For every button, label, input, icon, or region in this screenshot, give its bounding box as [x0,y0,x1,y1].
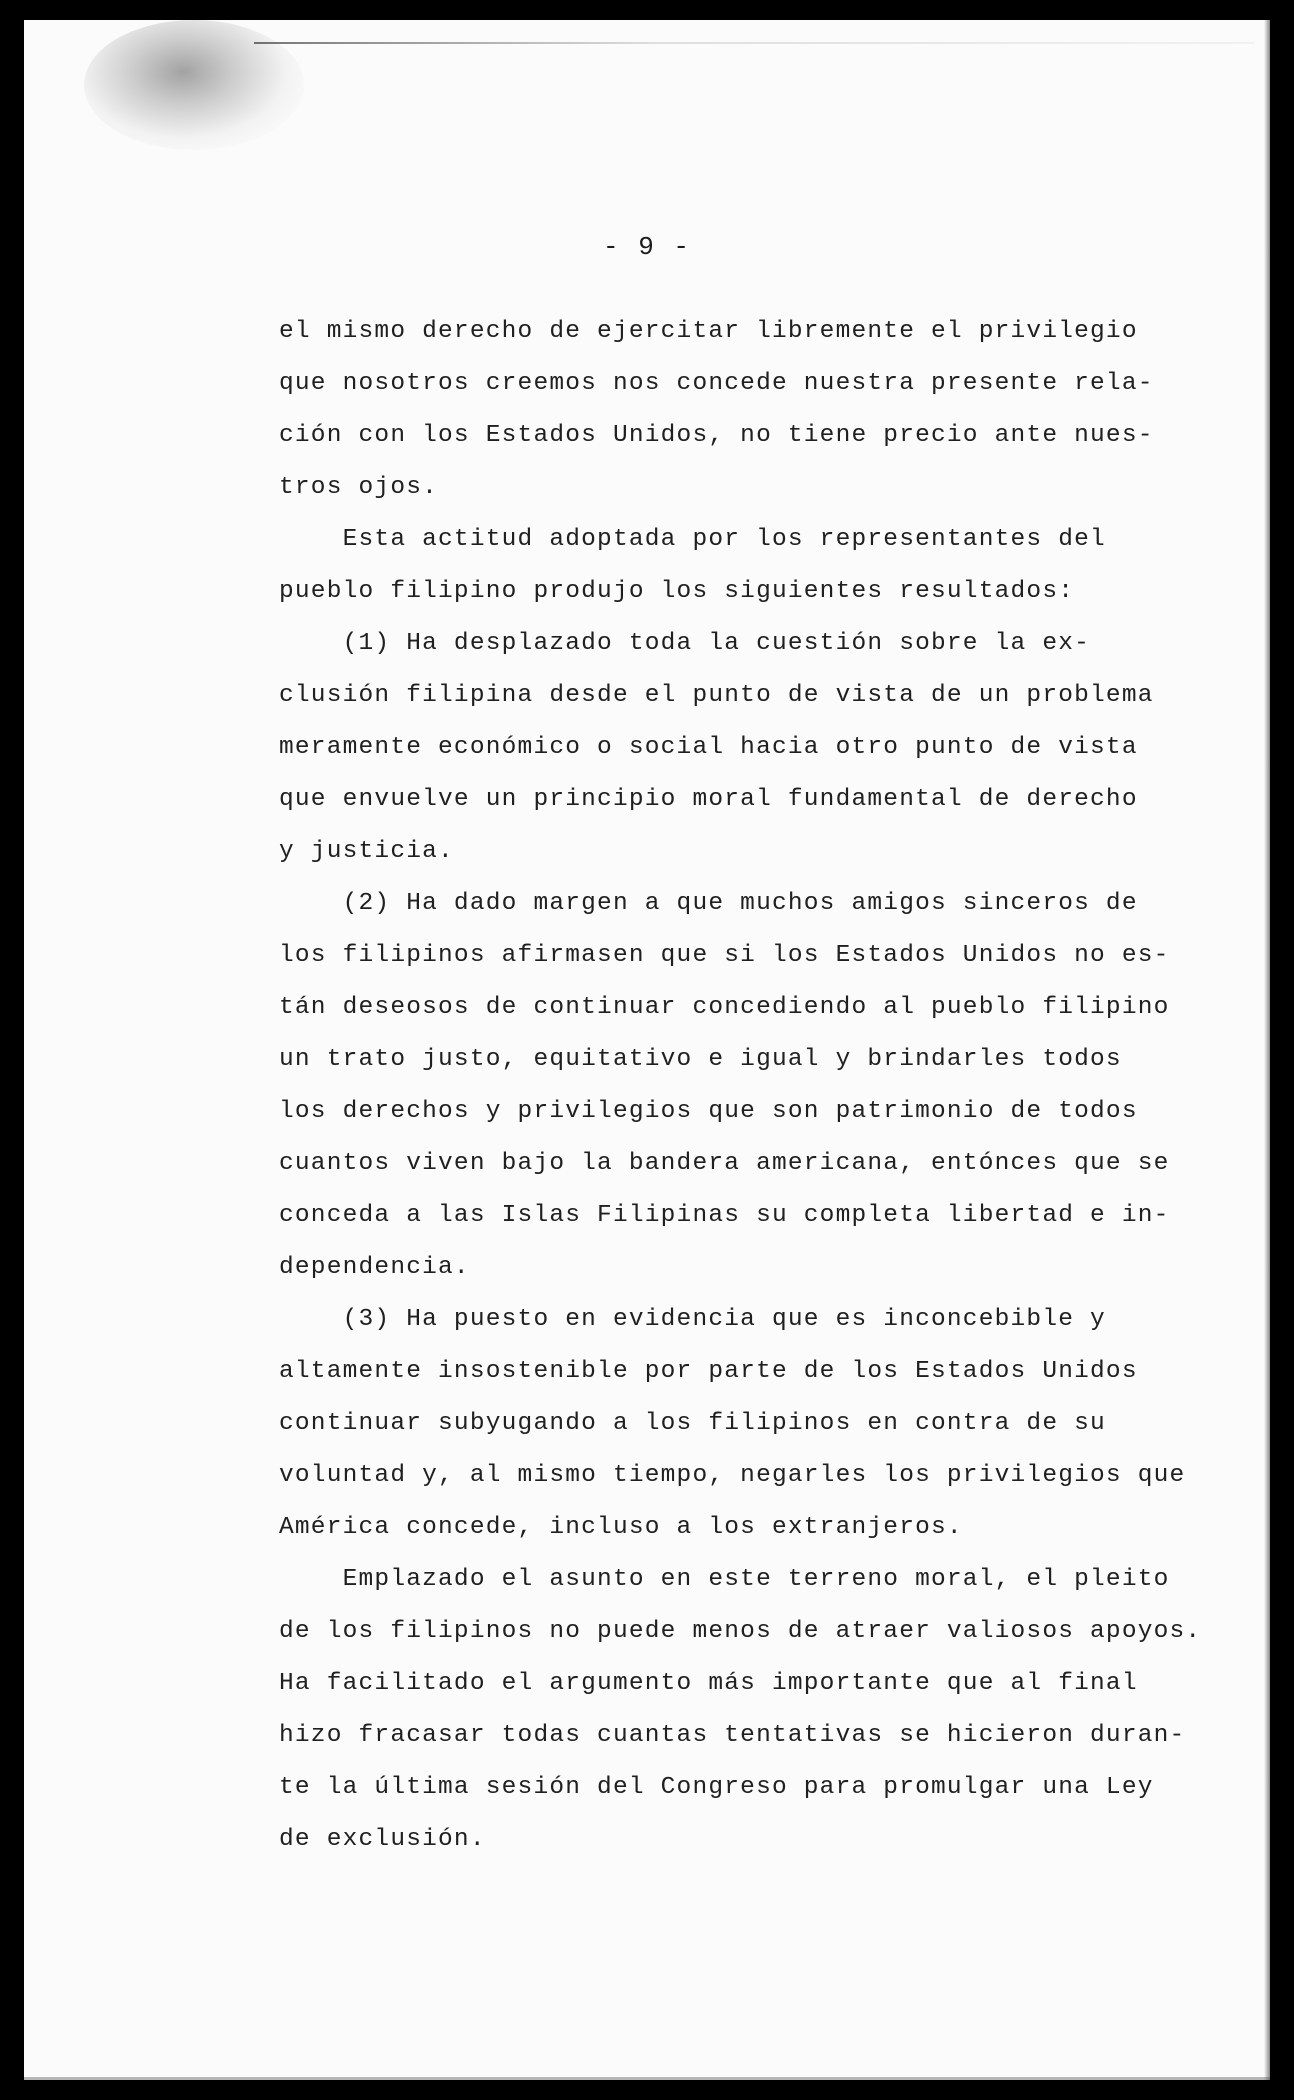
text-line: que envuelve un principio moral fundamental de derecho [279,786,1138,813]
paragraph [279,306,1179,514]
text-line: clusión filipina desde el punto de vista de un problema [279,682,1154,709]
text-line: los filipinos afirmasen que si los Estados Unidos no es- [279,942,1170,969]
paragraph [279,514,1179,618]
text-line: altamente insostenible por parte de los Estados Unidos [279,1358,1138,1385]
scan-bottom-edge [24,2077,1270,2080]
text-line: Ha facilitado el argumento más importante que al final [279,1670,1138,1697]
text-line: cuantos viven bajo la bandera americana, entónces que se [279,1150,1170,1177]
text-line: los derechos y privilegios que son patrimonio de todos [279,1098,1138,1125]
document-body [279,306,1202,1866]
text-line: meramente económico o social hacia otro punto de vista [279,734,1138,761]
text-line: de los filipinos no puede menos de atraer valiosos apoyos. [279,1618,1202,1645]
text-line: hizo fracasar todas cuantas tentativas se hicieron duran- [279,1722,1186,1749]
text-line: Emplazado el asunto en este terreno moral, el pleito [279,1566,1170,1593]
text-line: (1) Ha desplazado toda la cuestión sobre la ex- [279,630,1091,657]
text-line: dependencia. [279,1254,470,1281]
document-page [24,20,1270,2080]
scan-top-edge [254,42,1254,44]
text-line: el mismo derecho de ejercitar libremente el privilegio [279,318,1138,345]
text-line: (2) Ha dado margen a que muchos amigos sinceros de [279,890,1138,917]
scan-right-edge [1264,20,1270,2080]
text-line: ción con los Estados Unidos, no tiene precio ante nues- [279,422,1154,449]
text-line: Esta actitud adoptada por los representantes del [279,526,1106,553]
text-line: de exclusión. [279,1826,486,1853]
text-line: y justicia. [279,838,454,865]
text-line: que nosotros creemos nos concede nuestra presente rela- [279,370,1154,397]
text-line: voluntad y, al mismo tiempo, negarles los privilegios que [279,1462,1186,1489]
page-number: - 9 - [602,232,691,262]
text-line: conceda a las Islas Filipinas su completa libertad e in- [279,1202,1170,1229]
text-line: continuar subyugando a los filipinos en contra de su [279,1410,1106,1437]
text-line: tros ojos. [279,474,439,501]
paragraph [279,1554,1202,1866]
text-line: América concede, incluso a los extranjeros. [279,1514,963,1541]
paragraph [279,618,1179,878]
text-line: (3) Ha puesto en evidencia que es inconcebible y [279,1306,1106,1333]
text-line: pueblo filipino produjo los siguientes resultados: [279,578,1075,605]
paragraph [279,1294,1186,1554]
text-line: te la última sesión del Congreso para promulgar una Ley [279,1774,1154,1801]
scan-smudge [84,20,304,150]
text-line: un trato justo, equitativo e igual y brindarles todos [279,1046,1122,1073]
paragraph [279,878,1179,1294]
text-line: tán deseosos de continuar concediendo al pueblo filipino [279,994,1170,1021]
